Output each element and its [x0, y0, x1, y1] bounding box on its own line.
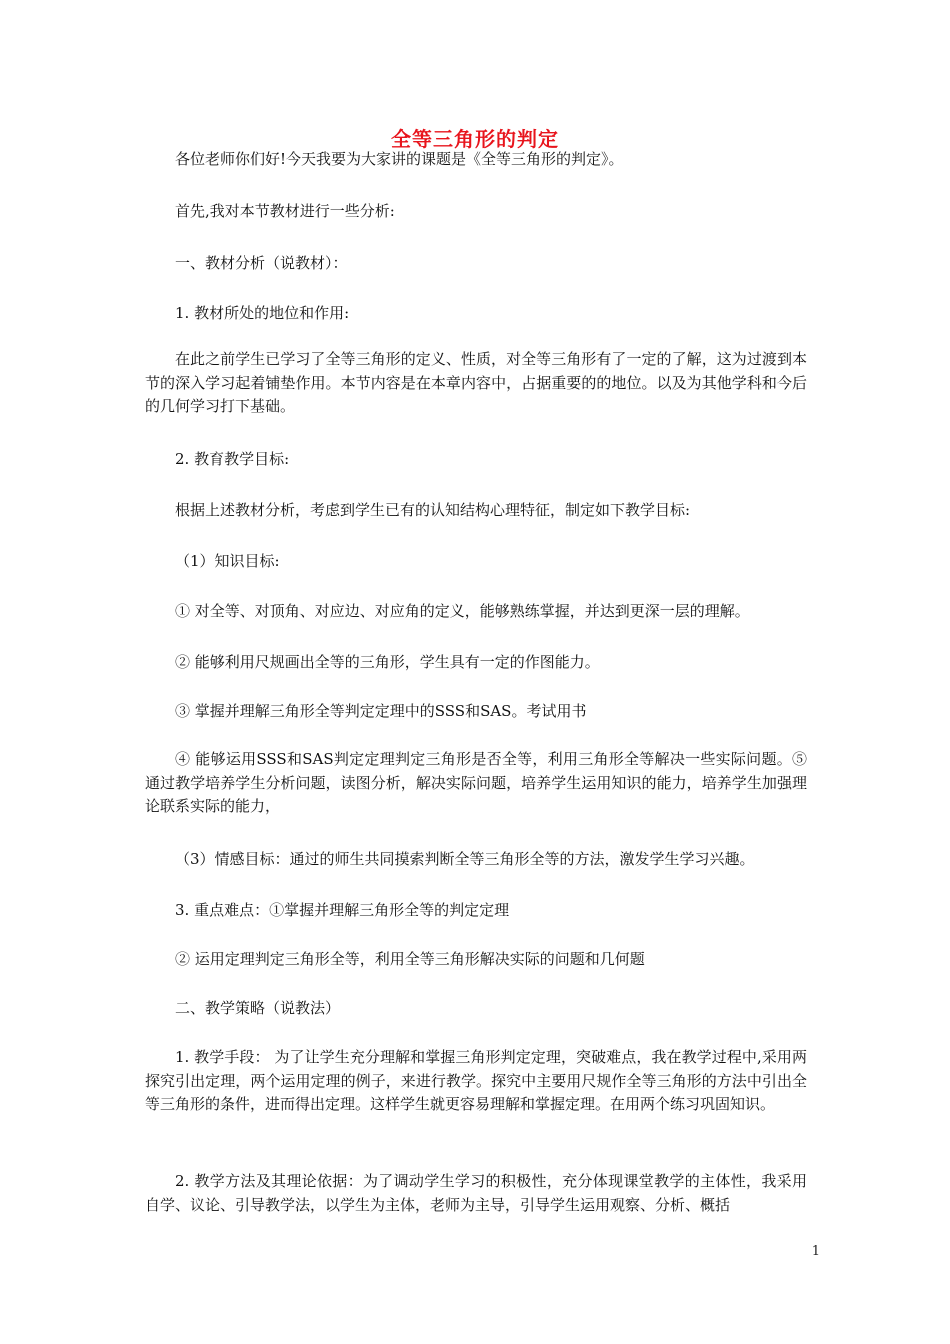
page-number: 1: [811, 1244, 820, 1259]
paragraph-teaching-methods: 2. 教学方法及其理论依据：为了调动学生学习的积极性，充分体现课堂教学的主体性，我采用自学、议论、引导教学法，以学生为主体，老师为主导，引导学生运用观察、分析、概括: [145, 1172, 807, 1214]
goal-item-1: ① 对全等、对顶角、对应边、对应角的定义，能够熟练掌握，并达到更深一层的理解。: [175, 602, 750, 620]
paragraph-greeting: 各位老师你们好!今天我要为大家讲的课题是《全等三角形的判定》。: [175, 150, 624, 168]
goal-item-3: ③ 掌握并理解三角形全等判定定理中的SSS和SAS。考试用书: [175, 702, 587, 720]
paragraph-goals-intro: 根据上述教材分析，考虑到学生已有的认知结构心理特征，制定如下教学目标:: [175, 501, 691, 519]
paragraph-teaching-means: 1. 教学手段： 为了让学生充分理解和掌握三角形判定定理，突破难点，我在教学过程中,采用两探究引出定理，两个运用定理的例子，来进行教学。探究中主要用尺规作全等三角形的方法中引出全等三角形的条件，进而得出定理。这样学生就更容易理解和掌握定理。在用两个练习巩固知识。: [145, 1048, 807, 1113]
heading-section-1: 一、教材分析（说教材）：: [175, 254, 348, 272]
paragraph-position-role: 在此之前学生已学习了全等三角形的定义、性质，对全等三角形有了一定的了解，这为过渡到本节的深入学习起着铺垫作用。本节内容是在本章内容中，占据重要的的地位。以及为其他学科和今后的几何学习打下基础。: [145, 350, 807, 415]
heading-key-points: 3. 重点难点：①掌握并理解三角形全等的判定定理: [175, 901, 510, 919]
key-point-2: ② 运用定理判定三角形全等，利用全等三角形解决实际的问题和几何题: [175, 950, 645, 968]
document-title: 全等三角形的判定: [391, 127, 559, 151]
goal-item-4: ④ 能够运用SSS和SAS判定定理判定三角形是否全等，利用三角形全等解决一些实际问题。⑤通过教学培养学生分析问题，读图分析，解决实际问题，培养学生运用知识的能力，培养学生加强理论联系实际的能力，: [145, 750, 807, 815]
heading-position-role: 1. 教材所处的地位和作用:: [175, 304, 350, 322]
goal-emotional: （3）情感目标：通过的师生共同摸索判断全等三角形全等的方法，激发学生学习兴趣。: [175, 850, 755, 868]
paragraph-intro: 首先,我对本节教材进行一些分析:: [175, 202, 395, 220]
heading-section-2: 二、教学策略（说教法）: [175, 999, 341, 1017]
heading-knowledge-goals: （1）知识目标:: [175, 552, 280, 570]
goal-item-2: ② 能够利用尺规画出全等的三角形，学生具有一定的作图能力。: [175, 653, 600, 671]
heading-teaching-goals: 2. 教育教学目标:: [175, 450, 290, 468]
